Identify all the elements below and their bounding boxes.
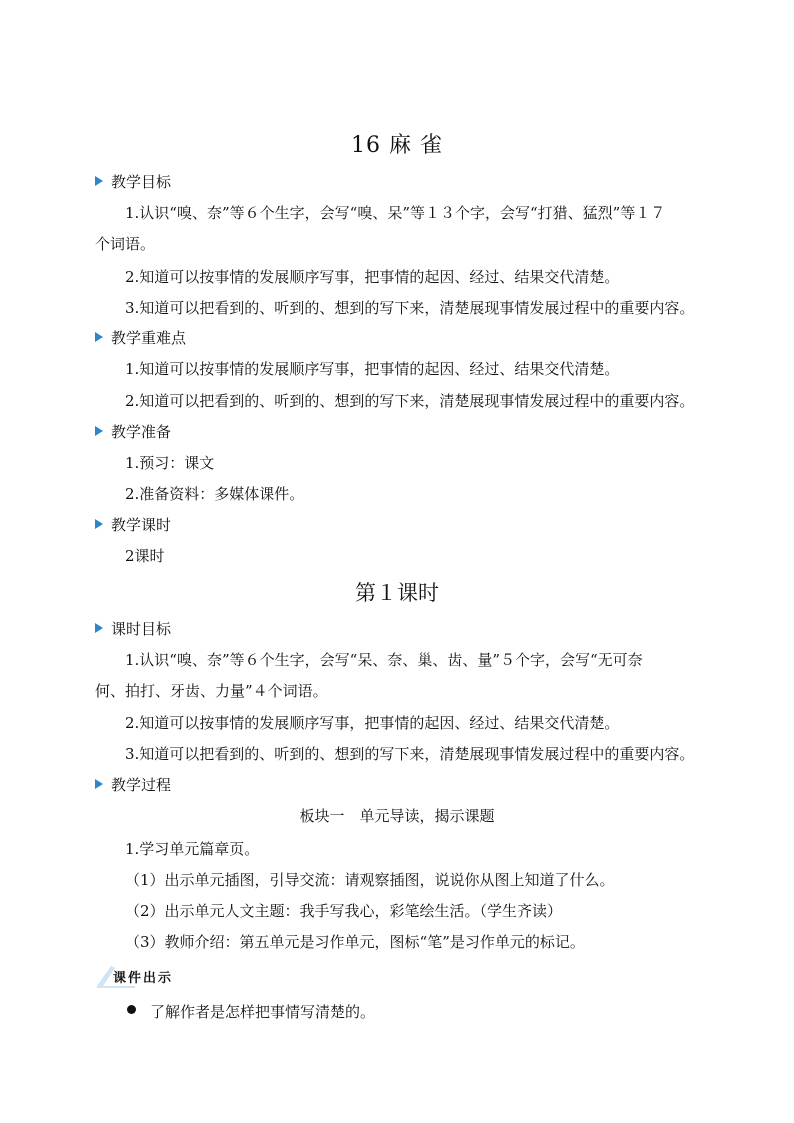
text-line: 1.预习：课文 (125, 454, 215, 472)
heading-label: 教学课时 (111, 515, 172, 534)
text-line: 1.学习单元篇章页。 (125, 840, 260, 858)
text-line: （2）出示单元人文主题：我手写我心，彩笔绘生活。（学生齐读） (125, 902, 563, 920)
section-heading-lesson-goals (95, 618, 171, 638)
triangle-bullet-icon (95, 176, 103, 186)
text-line: （1）出示单元插图，引导交流：请观察插图，说说你从图上知道了什么。 (125, 871, 615, 889)
heading-label: 教学目标 (111, 172, 172, 191)
text-line: 1.认识“嗅、奈”等６个生字，会写“呆、奈、巢、齿、量”５个字，会写“无可奈 (125, 651, 643, 669)
text-line: 2.知道可以按事情的发展顺序写事，把事情的起因、经过、结果交代清楚。 (125, 714, 620, 732)
section-heading-key-points (95, 327, 186, 347)
text-line: 2.知道可以按事情的发展顺序写事，把事情的起因、经过、结果交代清楚。 (125, 268, 620, 286)
section-heading-hours (95, 514, 171, 534)
section-heading-preparation (95, 421, 171, 441)
text-line: 3.知道可以把看到的、听到的、想到的写下来，清楚展现事情发展过程中的重要内容。 (125, 745, 695, 763)
triangle-bullet-icon (95, 332, 103, 342)
text-line: 2.知道可以把看到的、听到的、想到的写下来，清楚展现事情发展过程中的重要内容。 (125, 392, 695, 410)
section-heading-goals (95, 171, 171, 191)
text-line: 何、拍打、牙齿、力量”４个词语。 (95, 682, 328, 700)
text-line: 2.准备资料：多媒体课件。 (125, 485, 305, 503)
triangle-bullet-icon (95, 779, 103, 789)
text-line: 个词语。 (95, 235, 156, 253)
text-line: 3.知道可以把看到的、听到的、想到的写下来，清楚展现事情发展过程中的重要内容。 (125, 299, 695, 317)
text-line: （3）教师介绍：第五单元是习作单元，图标“笔”是习作单元的标记。 (125, 933, 585, 951)
section-heading-process (95, 774, 171, 794)
heading-label: 课时目标 (111, 619, 172, 638)
heading-label: 教学准备 (111, 422, 172, 441)
courseware-tag (95, 962, 215, 988)
courseware-tag-label: 课件出示 (113, 971, 174, 986)
page-title: 16 麻 雀 (351, 133, 443, 158)
triangle-bullet-icon (95, 519, 103, 529)
heading-label: 教学过程 (111, 775, 172, 794)
heading-label: 教学重难点 (111, 328, 187, 347)
text-line: 1.知道可以按事情的发展顺序写事，把事情的起因、经过、结果交代清楚。 (125, 360, 620, 378)
text-line: 1.认识“嗅、奈”等６个生字，会写“嗅、呆”等１３个字，会写“打猎、猛烈”等１７ (125, 204, 666, 222)
lesson-title: 第１课时 (355, 581, 439, 605)
text-line: 2课时 (125, 547, 165, 565)
triangle-bullet-icon (95, 623, 103, 633)
triangle-bullet-icon (95, 426, 103, 436)
bullet-dot-icon (127, 1005, 136, 1014)
block-title: 板块一 单元导读，揭示课题 (299, 807, 495, 825)
bullet-text: 了解作者是怎样把事情写清楚的。 (150, 1003, 376, 1021)
